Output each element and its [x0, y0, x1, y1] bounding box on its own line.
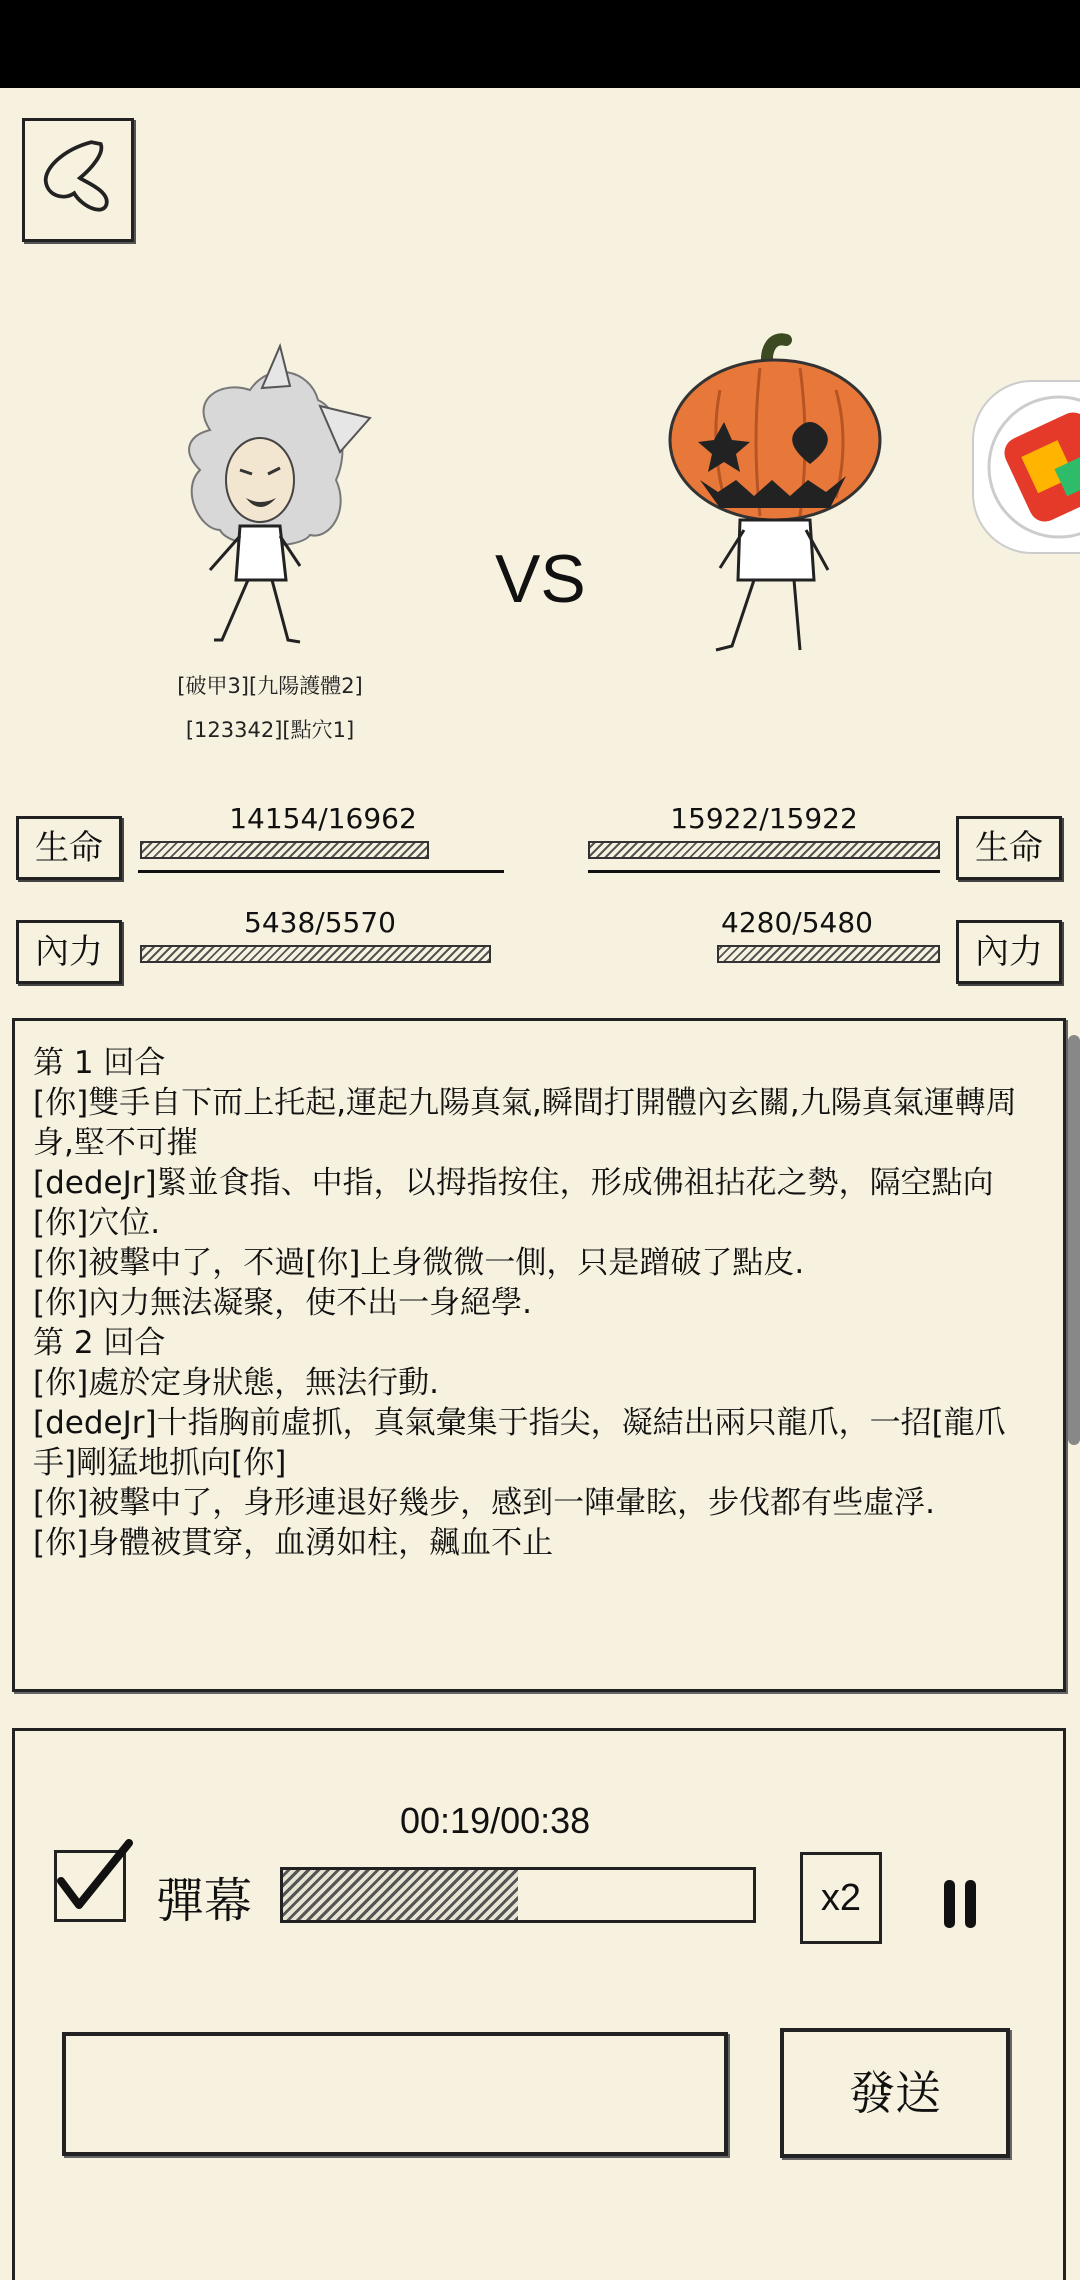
danmu-checkbox[interactable] — [54, 1850, 126, 1922]
playback-time: 00:19/00:38 — [400, 1800, 591, 1841]
battle-log[interactable] — [12, 1018, 1066, 1692]
enemy-mp-label: 內力 — [956, 920, 1062, 984]
player-hp-label: 生命 — [16, 816, 122, 880]
vs-text: VS — [495, 541, 586, 617]
enemy-fighter — [660, 330, 890, 670]
player-hp-value: 14154/16962 — [229, 802, 417, 835]
enemy-avatar — [660, 330, 890, 670]
log-scrollbar[interactable] — [1068, 1035, 1080, 1445]
enemy-mp-bar — [717, 945, 940, 963]
playback-progress-fill — [283, 1870, 518, 1920]
log-line: [你]雙手自下而上托起,運起九陽真氣,瞬間打開體內玄關,九陽真氣運轉周身,堅不可摧 — [33, 1085, 1017, 1161]
player-fighter — [140, 340, 380, 660]
player-mp-value: 5438/5570 — [244, 906, 396, 939]
floating-app-icon[interactable] — [972, 380, 1080, 554]
player-mp-label: 內力 — [16, 920, 122, 984]
enemy-hp-label: 生命 — [956, 816, 1062, 880]
player-mp-bar — [140, 945, 491, 963]
danmu-label: 彈幕 — [156, 1873, 253, 1929]
playback-progress-bar[interactable] — [280, 1867, 756, 1923]
enemy-hp-underline — [588, 870, 940, 873]
back-button[interactable] — [22, 118, 134, 242]
back-arrow-icon — [25, 121, 131, 239]
player-hp-underline — [138, 870, 504, 873]
log-line: 第 1 回合 — [33, 1045, 166, 1081]
log-line: [你]身體被貫穿，血湧如柱，飆血不止 — [33, 1525, 554, 1561]
enemy-mp-value: 4280/5480 — [721, 906, 873, 939]
player-status-tags-line2: [123342][點穴1] — [185, 718, 355, 742]
log-line: [dedeJr]緊並食指、中指，以拇指按住，形成佛祖拈花之勢，隔空點向[你]穴位. — [33, 1165, 994, 1241]
log-line: [你]內力無法凝聚，使不出一身絕學. — [33, 1285, 533, 1321]
log-line: 第 2 回合 — [33, 1325, 166, 1361]
enemy-hp-bar — [588, 841, 940, 859]
player-status-tags-line1: [破甲3][九陽護體2] — [177, 674, 363, 698]
enemy-hp-value: 15922/15922 — [670, 802, 858, 835]
player-status-tags — [140, 664, 400, 752]
log-line: [你]被擊中了，身形連退好幾步，感到一陣暈眩，步伐都有些虛浮. — [33, 1485, 936, 1521]
pause-icon — [965, 1880, 976, 1928]
player-avatar — [140, 340, 380, 660]
pause-icon — [944, 1880, 955, 1928]
danmu-input[interactable] — [62, 2032, 728, 2156]
checkmark-icon — [53, 1835, 125, 1907]
app-badge-icon — [974, 382, 1080, 552]
log-line: [dedeJr]十指胸前虛抓，真氣彙集于指尖，凝結出兩只龍爪，一招[龍爪手]剛猛地抓向[你] — [33, 1405, 1006, 1481]
status-bar — [0, 0, 1080, 88]
send-button[interactable]: 發送 — [780, 2028, 1010, 2158]
speed-button[interactable]: x2 — [800, 1852, 882, 1944]
player-hp-bar — [140, 841, 429, 859]
log-line: [你]處於定身狀態，無法行動. — [33, 1365, 440, 1401]
pause-button[interactable] — [944, 1880, 978, 1928]
log-line: [你]被擊中了，不過[你]上身微微一側，只是蹭破了點皮. — [33, 1245, 805, 1281]
